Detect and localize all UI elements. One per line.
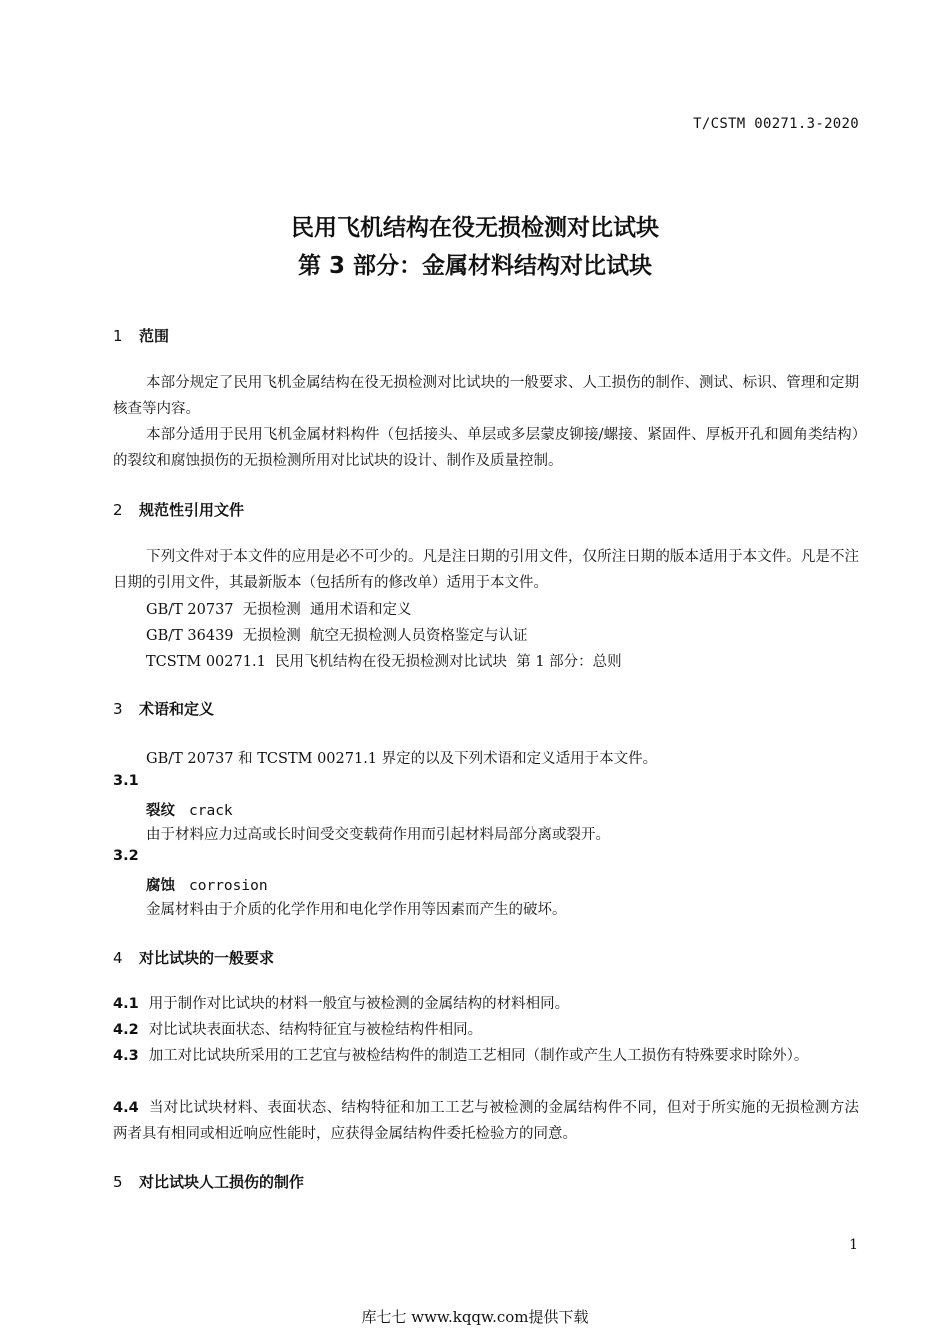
document-title: 民用飞机结构在役无损检测对比试块	[291, 215, 659, 241]
section-title: 范围	[139, 327, 170, 345]
section-number: 3	[113, 700, 123, 718]
clause-text: 当对比试块材料、表面状态、结构特征和加工工艺与被检测的金属结构件不同，但对于所实施的无损检测方法两者具有相同或相近响应性能时，应获得金属结构件委托检验方的同意。	[113, 1100, 859, 1142]
clause-4-2	[113, 1017, 859, 1043]
section-title: 对比试块人工损伤的制作	[139, 1173, 305, 1191]
section-number: 4	[113, 949, 123, 967]
clause-number: 4.3	[113, 1048, 139, 1064]
section-number: 1	[113, 327, 123, 345]
download-footer: 库七七 www.kqqw.com提供下载	[361, 1308, 589, 1326]
section-number: 5	[113, 1173, 123, 1191]
term-english: corrosion	[189, 878, 268, 894]
section-title: 对比试块的一般要求	[139, 949, 275, 967]
term-number: 3.2	[113, 848, 139, 864]
term-heading	[146, 799, 233, 820]
clause-text: 用于制作对比试块的材料一般宜与被检测的金属结构的材料相同。	[148, 996, 570, 1012]
term-chinese: 腐蚀	[146, 878, 175, 894]
term-definition: 金属材料由于介质的化学作用和电化学作用等因素而产生的破坏。	[146, 902, 567, 918]
section-3-intro: GB/T 20737 和 TCSTM 00271.1 界定的以及下列术语和定义适用于本文件。	[146, 751, 658, 767]
section-title: 规范性引用文件	[139, 501, 245, 519]
section-3-heading	[113, 698, 214, 719]
section-2-paragraph-1	[113, 544, 859, 596]
term-number: 3.1	[113, 773, 139, 789]
page-number: 1	[849, 1237, 858, 1253]
section-2-heading	[113, 499, 244, 520]
normative-reference-item: TCSTM 00271.1 民用飞机结构在役无损检测对比试块 第 1 部分：总则	[146, 654, 622, 670]
term-chinese: 裂纹	[146, 803, 175, 819]
normative-reference-item: GB/T 36439 无损检测 航空无损检测人员资格鉴定与认证	[146, 628, 528, 644]
document-subtitle: 第 3 部分：金属材料结构对比试块	[297, 253, 653, 279]
section-number: 2	[113, 501, 123, 519]
normative-reference-item: GB/T 20737 无损检测 通用术语和定义	[146, 602, 412, 618]
term-heading	[146, 874, 268, 895]
clause-number: 4.2	[113, 1022, 139, 1038]
clause-4-1	[113, 991, 859, 1017]
section-title: 术语和定义	[139, 700, 215, 718]
clause-text: 对比试块表面状态、结构特征宜与被检结构件相同。	[148, 1022, 483, 1038]
section-5-heading	[113, 1171, 304, 1192]
paragraph-text: 本部分规定了民用飞机金属结构在役无损检测对比试块的一般要求、人工损伤的制作、测试、标识、管理和定期核查等内容。	[113, 375, 859, 417]
section-1-paragraph-2	[113, 422, 859, 474]
term-definition: 由于材料应力过高或长时间受交变载荷作用而引起材料局部分离或裂开。	[146, 827, 610, 843]
section-1-heading	[113, 325, 169, 346]
clause-text: 加工对比试块所采用的工艺宜与被检结构件的制造工艺相同（制作或产生人工损伤有特殊要求时除外）。	[148, 1048, 809, 1064]
paragraph-text: 下列文件对于本文件的应用是必不可少的。凡是注日期的引用文件，仅所注日期的版本适用于本文件。凡是不注日期的引用文件，其最新版本（包括所有的修改单）适用于本文件。	[113, 549, 859, 591]
paragraph-text: 本部分适用于民用飞机金属材料构件（包括接头、单层或多层蒙皮铆接/螺接、紧固件、厚板开孔和圆角类结构）的裂纹和腐蚀损伤的无损检测所用对比试块的设计、制作及质量控制。	[113, 427, 859, 469]
document-code: T/CSTM 00271.3-2020	[693, 116, 859, 132]
clause-number: 4.1	[113, 996, 139, 1012]
term-english: crack	[189, 803, 233, 819]
section-4-heading	[113, 947, 274, 968]
clause-4-3	[113, 1043, 859, 1069]
section-1-paragraph-1	[113, 370, 859, 422]
clause-number: 4.4	[113, 1100, 139, 1116]
clause-4-4	[113, 1095, 859, 1147]
